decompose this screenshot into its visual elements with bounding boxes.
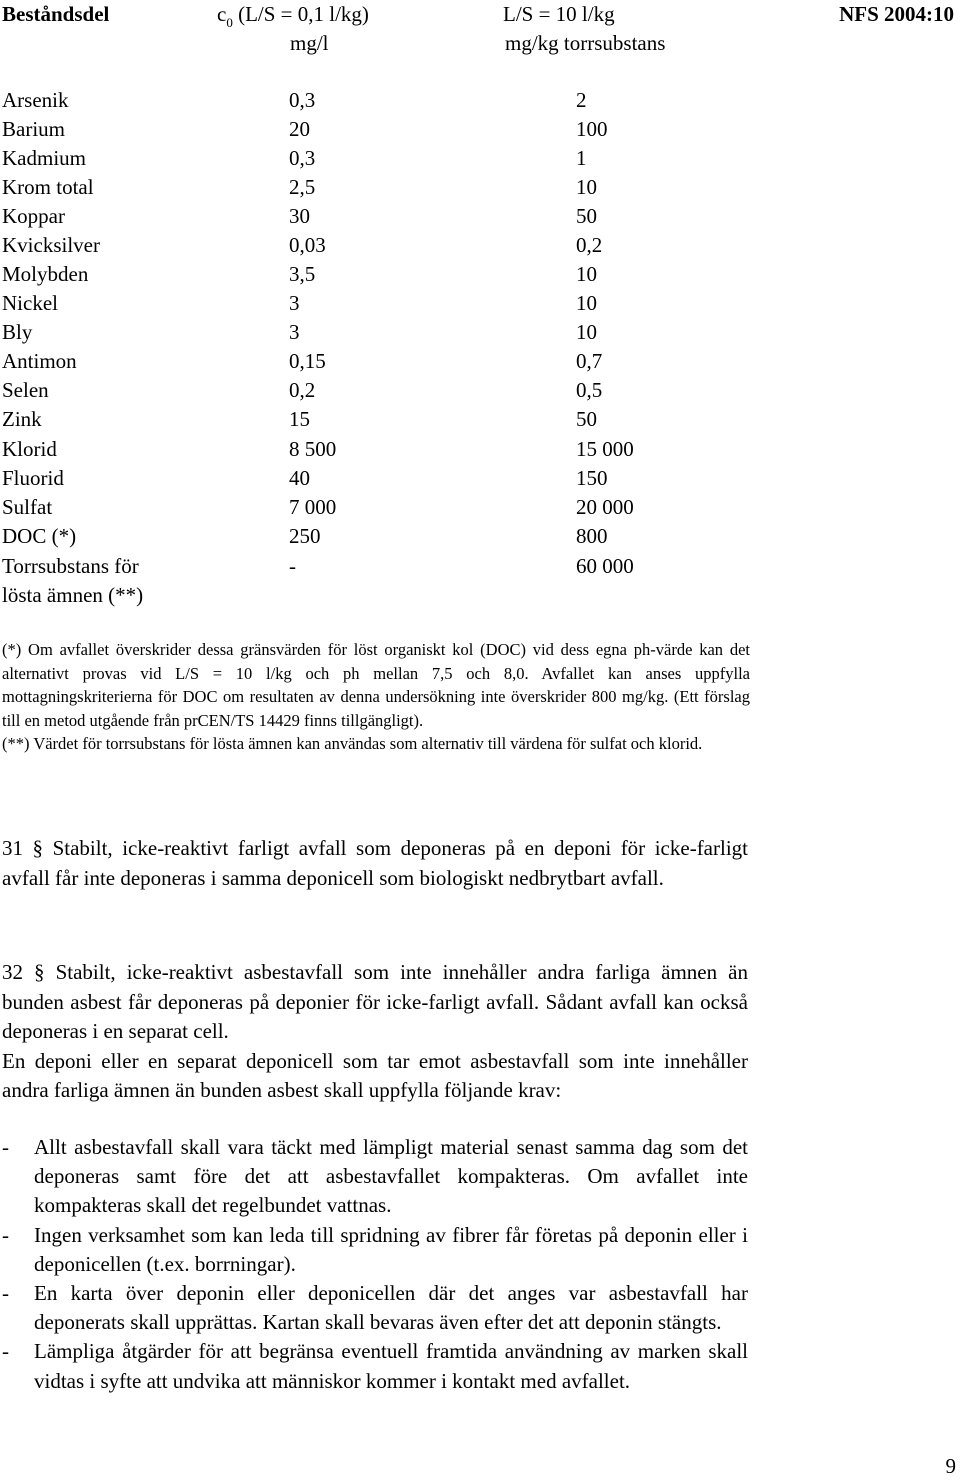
- value-c0: 3: [289, 320, 300, 344]
- value-ls10: 50: [576, 407, 597, 431]
- component-name: Bly: [2, 320, 33, 344]
- value-ls10: 15 000: [576, 437, 634, 461]
- c0-subscript: 0: [226, 15, 233, 30]
- section-number: 32: [2, 960, 23, 984]
- component-name: Kvicksilver: [2, 233, 100, 257]
- value-c0: 0,15: [289, 349, 326, 373]
- component-name: Antimon: [2, 349, 77, 373]
- value-c0: 7 000: [289, 495, 337, 519]
- section-32-paragraph: En deponi eller en separat deponicell som tar emot asbestavfall som inte innehåller andra farliga ämnen än bunden asbest skall uppfylla följande krav:: [2, 1048, 748, 1102]
- component-name: lösta ämnen (**): [2, 583, 144, 607]
- table-row: [0, 493, 960, 522]
- component-name: Barium: [2, 117, 65, 141]
- footnote-tds: (**) Värdet för torrsubstans för lösta ämnen kan användas som alternativ till värdena för sulfat och klorid.: [2, 734, 703, 753]
- list-item-text: Lämpliga åtgärder för att begränsa eventuell framtida användning av marken skall vidtas i syfte att undvika att människor kommer i kontakt med avfallet.: [34, 1339, 748, 1393]
- component-name: Klorid: [2, 437, 57, 461]
- c0-symbol: c: [217, 2, 227, 26]
- list-item: [2, 1133, 748, 1221]
- value-ls10: 20 000: [576, 495, 634, 519]
- component-name: DOC (*): [2, 524, 77, 548]
- table-row: [0, 522, 960, 551]
- value-c0: 3: [289, 291, 300, 315]
- table-row: [0, 347, 960, 376]
- list-dash: -: [2, 1281, 9, 1306]
- value-ls10: 50: [576, 204, 597, 228]
- document-id: NFS 2004:10: [839, 2, 954, 26]
- value-ls10: 2: [576, 88, 587, 112]
- value-c0: 2,5: [289, 175, 316, 199]
- section-31: [2, 834, 748, 893]
- table-row: [0, 86, 960, 115]
- table-row: [0, 202, 960, 231]
- table-row: [0, 552, 960, 581]
- list-item-text: Ingen verksamhet som kan leda till spridning av fibrer får företas på deponin eller i deponicellen (t.ex. borrningar).: [34, 1222, 748, 1276]
- page-number: 9: [945, 1454, 956, 1478]
- c0-condition: (L/S = 0,1 l/kg): [232, 2, 369, 26]
- column-header-c0: [217, 0, 369, 31]
- component-name: Sulfat: [2, 495, 53, 519]
- list-dash: -: [2, 1339, 9, 1364]
- component-name: Fluorid: [2, 466, 64, 490]
- value-ls10: 10: [576, 262, 597, 286]
- value-ls10: 800: [576, 524, 608, 548]
- requirements-list: [2, 1133, 748, 1396]
- section-31-text: Stabilt, icke-reaktivt farligt avfall som deponeras på en deponi för icke-farligt avfall får inte deponeras i samma deponicell som biologiskt nedbrytbart avfall.: [2, 836, 748, 890]
- list-dash: -: [2, 1222, 9, 1247]
- component-name: Molybden: [2, 262, 89, 286]
- section-sign: §: [34, 960, 45, 984]
- footnote-doc: (*) Om avfallet överskrider dessa gränsvärden för löst organiskt kol (DOC) vid dess egna ph-värde kan det alternativt provas vid L/S = 10 l/kg och ph mellan 7,5 och 8,0. Avfallet kan anses uppfylla mottagningskriterierna för DOC om resultaten av denna undersökning inte överskrider 800 mg/kg. (Ett förslag till en metod utgående från prCEN/TS 14429 finns tillgängligt).: [2, 640, 750, 730]
- value-c0: 0,3: [289, 146, 316, 170]
- value-c0: 0,2: [289, 378, 316, 402]
- value-c0: -: [289, 554, 296, 578]
- table-row: [0, 405, 960, 434]
- section-32-text: Stabilt, icke-reaktivt asbestavfall som inte innehåller andra farliga ämnen än bunden asbest får deponeras på deponier för icke-farligt avfall. Sådant avfall kan också deponeras i en separat cell.: [2, 960, 748, 1043]
- table-row: [0, 115, 960, 144]
- table-row: [0, 144, 960, 173]
- value-c0: 20: [289, 117, 310, 141]
- component-name: Krom total: [2, 175, 94, 199]
- value-c0: 30: [289, 204, 310, 228]
- table-row: [0, 435, 960, 464]
- list-dash: -: [2, 1135, 9, 1159]
- value-ls10: 100: [576, 117, 608, 141]
- table-row: [0, 260, 960, 289]
- value-ls10: 10: [576, 320, 597, 344]
- section-number: 31: [2, 836, 23, 860]
- table-row: [0, 581, 960, 610]
- table-row: [0, 376, 960, 405]
- value-c0: 8 500: [289, 437, 337, 461]
- value-ls10: 0,7: [576, 349, 603, 373]
- table-row: [0, 289, 960, 318]
- table-row: [0, 173, 960, 202]
- component-name: Kadmium: [2, 146, 86, 170]
- table-row: [0, 231, 960, 260]
- table-row: [0, 464, 960, 493]
- value-c0: 0,3: [289, 88, 316, 112]
- list-item: [2, 1279, 748, 1337]
- list-item: [2, 1221, 748, 1279]
- column-header-c0-unit: mg/l: [290, 31, 329, 55]
- component-name: Nickel: [2, 291, 58, 315]
- value-ls10: 150: [576, 466, 608, 490]
- value-c0: 40: [289, 466, 310, 490]
- value-ls10: 0,2: [576, 233, 603, 257]
- value-c0: 3,5: [289, 262, 316, 286]
- section-32: [2, 958, 748, 1106]
- component-name: Koppar: [2, 204, 65, 228]
- component-name: Arsenik: [2, 88, 69, 112]
- value-ls10: 1: [576, 146, 587, 170]
- value-c0: 0,03: [289, 233, 326, 257]
- component-name: Selen: [2, 378, 49, 402]
- table-footnotes: [2, 638, 750, 756]
- column-header-ls10-unit: mg/kg torrsubstans: [505, 31, 666, 55]
- value-c0: 250: [289, 524, 321, 548]
- component-name: Torrsubstans för: [2, 554, 139, 578]
- list-item: [2, 1337, 748, 1395]
- table-row: [0, 318, 960, 347]
- value-ls10: 10: [576, 175, 597, 199]
- value-c0: 15: [289, 407, 310, 431]
- section-sign: §: [32, 836, 44, 860]
- value-ls10: 10: [576, 291, 597, 315]
- value-ls10: 60 000: [576, 554, 634, 578]
- list-item-text: Allt asbestavfall skall vara täckt med lämpligt material senast samma dag som det deponeras samt före det att asbestavfallet kompakteras. Om avfallet inte kompakteras skall det regelbundet vattnas.: [34, 1135, 748, 1218]
- column-header-ls10: L/S = 10 l/kg: [503, 2, 615, 26]
- list-item-text: En karta över deponin eller deponicellen där det anges var asbestavfall har deponerats skall upprättas. Kartan skall bevaras även efter det att deponin stängts.: [34, 1281, 748, 1335]
- value-ls10: 0,5: [576, 378, 603, 402]
- column-header-component: Beståndsdel: [2, 2, 110, 26]
- component-name: Zink: [2, 407, 42, 431]
